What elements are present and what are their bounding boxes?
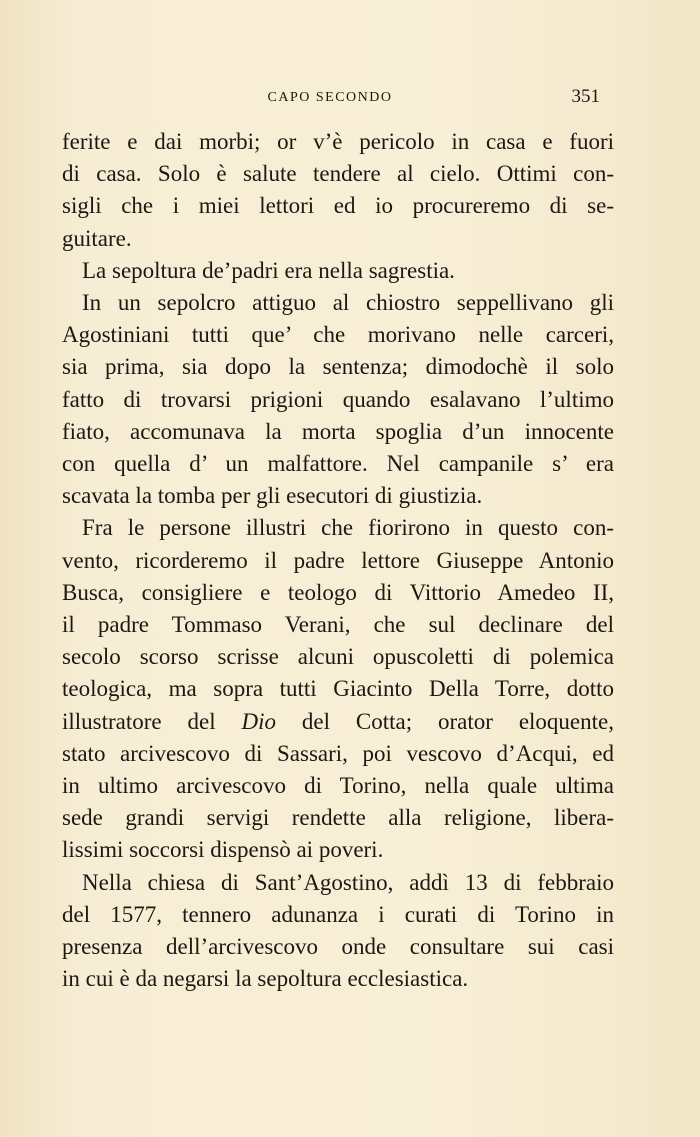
text-line: guitare. (62, 225, 132, 251)
text-line: del 1577, tennero adunanza i curati di Torino in (62, 901, 614, 927)
text-line: illustratore del Dio del Cotta; orator eloquente, (62, 708, 614, 734)
text-line: con quella d’ un malfattore. Nel campanile s’ era (62, 451, 614, 477)
text-line: fatto di trovarsi prigioni quando esalavano l’ultimo (62, 386, 614, 412)
italic-title: Dio (241, 708, 277, 734)
text-line: stato arcivescovo di Sassari, poi vescovo d’Acqui, ed (62, 740, 614, 766)
paragraph-2 (62, 255, 614, 287)
paragraph-5 (62, 867, 614, 996)
text-line: Agostiniani tutti que’ che morivano nelle carceri, (62, 322, 614, 348)
paragraph-4 (62, 512, 614, 866)
text-line: in cui è da negarsi la sepoltura ecclesiastica. (62, 966, 469, 992)
text-line: presenza dell’arcivescovo onde consultare sui casi (62, 934, 614, 960)
text-line: fiato, accomunava la morta spoglia d’un innocente (62, 418, 614, 444)
body-text (62, 126, 614, 995)
paragraph-1 (62, 126, 614, 255)
text-line: di casa. Solo è salute tendere al cielo. Ottimi con- (62, 161, 614, 187)
text-line: Busca, consigliere e teologo di Vittorio Amedeo II, (62, 579, 614, 605)
text-line: vento, ricorderemo il padre lettore Giuseppe Antonio (62, 547, 614, 573)
text-line: teologica, ma sopra tutti Giacinto Della Torre, dotto (62, 676, 614, 702)
text-line: sigli che i miei lettori ed io procureremo di se- (62, 193, 614, 219)
page-number: 351 (571, 86, 600, 107)
text-line: lissimi soccorsi dispensò ai poveri. (62, 837, 384, 863)
paragraph-3 (62, 287, 614, 512)
text-line: in ultimo arcivescovo di Torino, nella quale ultima (62, 773, 614, 799)
running-head: CAPO SECONDO (267, 90, 393, 105)
text-line: Nella chiesa di Sant’Agostino, addì 13 di febbraio (82, 869, 614, 895)
text-line: sede grandi servigi rendette alla religione, libera- (62, 805, 614, 831)
text-line: Fra le persone illustri che fiorirono in questo con- (82, 515, 614, 541)
text-line: La sepoltura de’padri era nella sagrestia. (82, 257, 455, 283)
text-line: ferite e dai morbi; or v’è pericolo in casa e fuori (62, 129, 614, 154)
text-line: sia prima, sia dopo la sentenza; dimodochè il solo (62, 354, 614, 380)
text-line: il padre Tommaso Verani, che sul declinare del (62, 612, 614, 638)
text-line: In un sepolcro attiguo al chiostro seppellivano gli (82, 290, 614, 316)
text-line: scavata la tomba per gli esecutori di giustizia. (62, 483, 483, 509)
page-header (60, 86, 600, 110)
text-line: secolo scorso scrisse alcuni opuscoletti di polemica (62, 644, 614, 670)
